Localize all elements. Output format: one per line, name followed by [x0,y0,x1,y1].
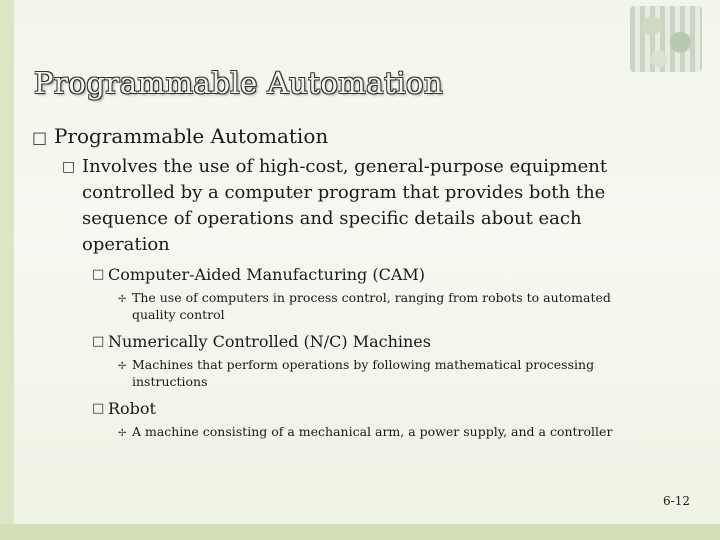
subtopic-item [92,398,672,420]
heading-bullet [32,124,672,148]
slide-content [32,124,672,450]
subtopic-name: Computer-Aided Manufacturing (CAM) [108,265,426,284]
square-bullet-icon: □ [92,267,105,282]
square-bullet-icon: □ [92,334,105,349]
square-bullet-icon: □ [62,159,76,175]
subtopic-item [92,331,672,353]
sub-bullet-icon: ✢ [118,294,127,305]
subtopic-detail [118,356,638,390]
subtopic-detail [118,289,638,323]
subtopic-name: Robot [108,399,156,418]
subtopic-detail [118,423,638,442]
left-decorative-band [0,0,14,540]
definition-text: Involves the use of high-cost, general-purpose equipment controlled by a computer program that provides both the sequence of operations and specific details about each operation [82,156,608,255]
sub-bullet-icon: ✢ [118,428,127,439]
sub-bullet-icon: ✢ [118,361,127,372]
definition-bullet [62,154,672,258]
subtopic-name: Numerically Controlled (N/C) Machines [108,332,431,351]
slide-title: Programmable Automation [34,66,444,100]
square-bullet-icon: □ [32,128,48,147]
bottom-decorative-band [0,524,720,540]
square-bullet-icon: □ [92,401,105,416]
subtopic-detail-text: The use of computers in process control, ranging from robots to automated quality control [132,290,611,322]
subtopic-detail-text: A machine consisting of a mechanical arm, a power supply, and a controller [132,424,613,439]
page-number: 6-12 [663,494,690,508]
subtopic-item [92,264,672,286]
subtopic-detail-text: Machines that perform operations by following mathematical processing instructions [132,357,595,389]
heading-text: Programmable Automation [54,124,329,148]
automation-photo-collage-icon [630,6,702,72]
